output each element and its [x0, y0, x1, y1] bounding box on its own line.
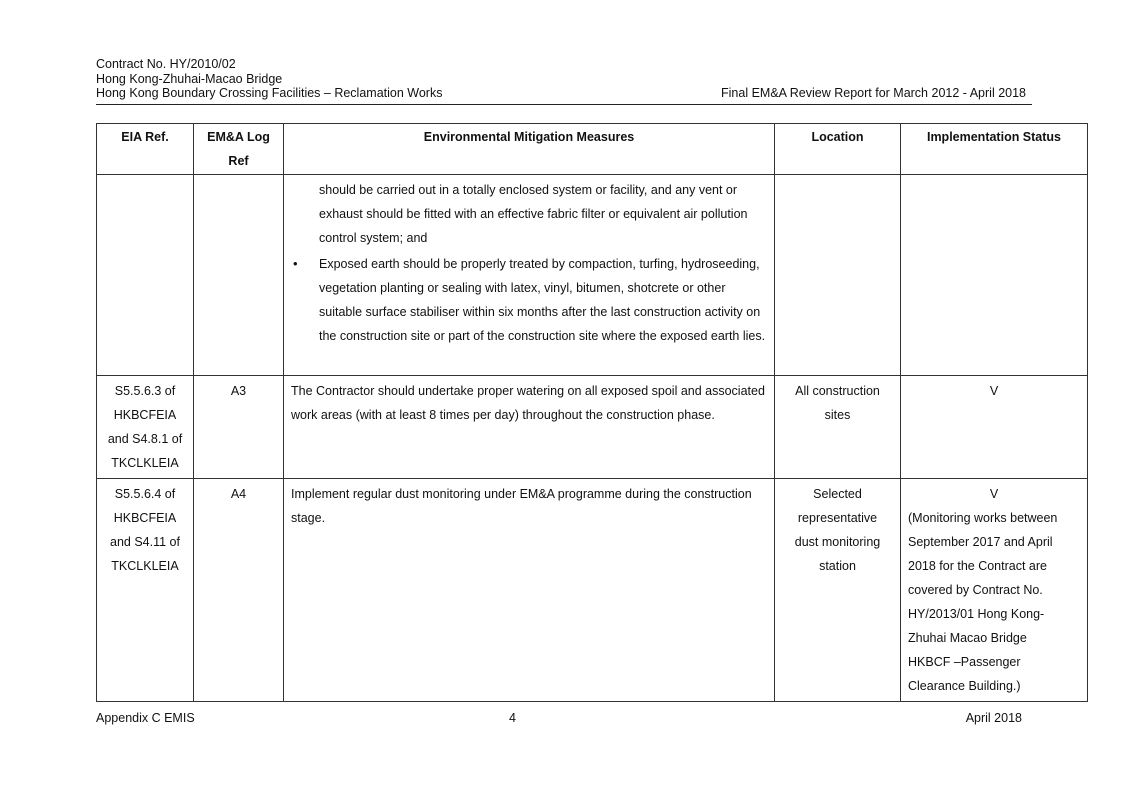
eia-ref-cell — [97, 479, 194, 702]
table-row — [97, 175, 1088, 376]
location-cell — [775, 479, 901, 702]
contract-number: Contract No. HY/2010/02 — [96, 57, 236, 71]
log-ref-cell — [194, 175, 284, 376]
location-line: station — [819, 559, 856, 573]
status-note-line: Zhuhai Macao Bridge — [908, 631, 1027, 645]
header-location: Location — [775, 124, 901, 175]
eia-ref-cell — [97, 376, 194, 479]
page-header — [96, 57, 1032, 101]
header-measures: Environmental Mitigation Measures — [284, 124, 775, 175]
location-line: sites — [824, 408, 851, 422]
log-ref-cell: A3 — [194, 376, 284, 479]
measures-list — [291, 178, 767, 348]
header-row — [96, 86, 1032, 101]
eia-ref-line: TKCLKLEIA — [111, 559, 179, 573]
location-line: All construction — [795, 384, 880, 398]
log-ref-cell: A4 — [194, 479, 284, 702]
header-eia-ref: EIA Ref. — [97, 124, 194, 175]
measure-continued: should be carried out in a totally enclosed system or facility, and any vent or exhaust should be fitted with an effective fabric filter or equivalent air pollution control system; and — [319, 183, 748, 245]
works-name: Hong Kong Boundary Crossing Facilities – Reclamation Works — [96, 86, 443, 100]
project-name: Hong Kong-Zhuhai-Macao Bridge — [96, 71, 283, 86]
table-row — [97, 479, 1088, 702]
footer-date: April 2018 — [965, 711, 1022, 725]
status-note-line: September 2017 and April — [908, 535, 1053, 549]
status-mark: V — [989, 384, 999, 398]
eia-ref-line: S5.5.6.3 of — [114, 384, 176, 398]
footer-appendix: Appendix C EMIS — [96, 711, 195, 725]
status-note-line: HY/2013/01 Hong Kong- — [908, 607, 1045, 621]
emis-table — [96, 123, 1088, 702]
measures-cell: The Contractor should undertake proper watering on all exposed spoil and associated work areas (with at least 8 times per day) throughout the construction phase. — [284, 376, 775, 479]
status-cell — [901, 479, 1088, 702]
eia-ref-line: and S4.8.1 of — [107, 432, 183, 446]
header-ema-log-ref-line1: EM&A Log — [207, 130, 270, 144]
location-line: dust monitoring — [794, 535, 881, 549]
header-ema-log-ref-line2: Ref — [228, 154, 249, 168]
measures-cell: Implement regular dust monitoring under EM&A programme during the construction stage. — [284, 479, 775, 702]
status-note-line: 2018 for the Contract are — [908, 559, 1047, 573]
location-cell — [775, 376, 901, 479]
eia-ref-line: and S4.11 of — [110, 535, 180, 549]
measures-cell — [284, 175, 775, 376]
eia-ref-line: TKCLKLEIA — [111, 456, 179, 470]
eia-ref-cell — [97, 175, 194, 376]
location-cell — [775, 175, 901, 376]
table-row — [97, 376, 1088, 479]
measure-bullet: • Exposed earth should be properly treated by compaction, turfing, hydroseeding, vegetation planting or sealing with latex, vinyl, bitumen, shotcrete or other suitable surface stabiliser within six months after the last construction activity on the construction site or part of the construction site where the exposed earth lies. — [319, 252, 767, 348]
status-cell — [901, 175, 1088, 376]
location-line: Selected — [813, 487, 862, 501]
status-note-line: covered by Contract No. — [908, 583, 1043, 597]
header-ema-log-ref — [194, 124, 284, 175]
eia-ref-line: HKBCFEIA — [113, 408, 177, 422]
status-note-line: Clearance Building.) — [908, 679, 1021, 693]
location-line: representative — [797, 511, 878, 525]
status-mark: V — [989, 487, 999, 501]
header-status: Implementation Status — [901, 124, 1088, 175]
eia-ref-line: S5.5.6.4 of — [114, 487, 176, 501]
status-cell — [901, 376, 1088, 479]
status-note-line: HKBCF –Passenger — [908, 655, 1021, 669]
page-number: 4 — [509, 711, 516, 725]
report-title: Final EM&A Review Report for March 2012 - April 2018 — [721, 86, 1026, 100]
header-rule — [96, 104, 1032, 105]
status-note-line: (Monitoring works between — [908, 511, 1058, 525]
page-footer — [96, 711, 1022, 725]
eia-ref-line: HKBCFEIA — [113, 511, 177, 525]
table-header-row — [97, 124, 1088, 175]
